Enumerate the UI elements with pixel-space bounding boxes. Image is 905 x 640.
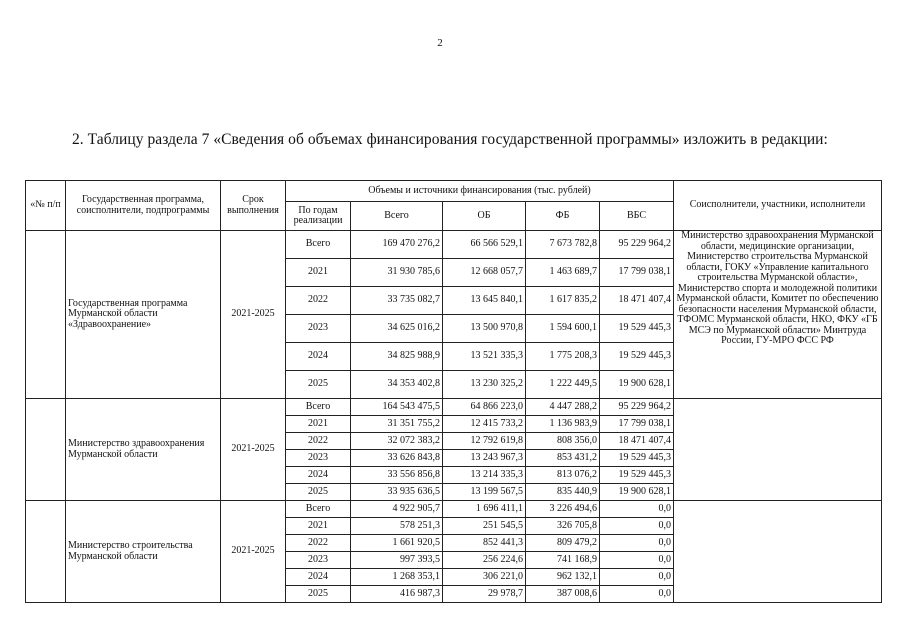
vbs-cell: 19 529 445,3 [600, 450, 674, 467]
fb-cell: 3 226 494,6 [526, 501, 600, 518]
ob-cell: 251 545,5 [443, 518, 526, 535]
header-fb: ФБ [526, 202, 600, 231]
vbs-cell: 18 471 407,4 [600, 287, 674, 315]
header-vbs: ВБС [600, 202, 674, 231]
executors-cell: Министерство здравоохранения Мурманской области, медицинские организации, Министерство строительства Мурманской области, ГОКУ «Управление капитального строительства Мурманской области», Министерство спорта и молодежной политики Мурманской области, Комитет по обеспечению безопасности населения Мурманской области, ТФОМС Мурманской области, НКО, ФКУ «ГБ МСЭ по Мурманской области» Минтруда России, ГУ-МРО ФСС РФ [674, 231, 882, 399]
header-program: Государственная программа, соисполнители, подпрограммы [66, 181, 221, 231]
year-cell: 2021 [286, 416, 351, 433]
program-name-cell: Государственная программа Мурманской области «Здравоохранение» [66, 231, 221, 399]
year-cell: Всего [286, 501, 351, 518]
fb-cell: 1 222 449,5 [526, 371, 600, 399]
row-number-cell [26, 399, 66, 501]
table-row [26, 399, 882, 416]
fb-cell: 813 076,2 [526, 467, 600, 484]
year-cell: 2025 [286, 586, 351, 603]
total-cell: 997 393,5 [351, 552, 443, 569]
fb-cell: 835 440,9 [526, 484, 600, 501]
row-number-cell [26, 501, 66, 603]
vbs-cell: 0,0 [600, 552, 674, 569]
fb-cell: 808 356,0 [526, 433, 600, 450]
header-term: Срок выполнения [221, 181, 286, 231]
year-cell: 2023 [286, 552, 351, 569]
total-cell: 34 825 988,9 [351, 343, 443, 371]
fb-cell: 1 136 983,9 [526, 416, 600, 433]
year-cell: 2024 [286, 343, 351, 371]
fb-cell: 962 132,1 [526, 569, 600, 586]
ob-cell: 852 441,3 [443, 535, 526, 552]
ob-cell: 13 230 325,2 [443, 371, 526, 399]
ob-cell: 306 221,0 [443, 569, 526, 586]
fb-cell: 1 775 208,3 [526, 343, 600, 371]
total-cell: 33 556 856,8 [351, 467, 443, 484]
header-ob: ОБ [443, 202, 526, 231]
ob-cell: 29 978,7 [443, 586, 526, 603]
vbs-cell: 0,0 [600, 501, 674, 518]
vbs-cell: 19 529 445,3 [600, 343, 674, 371]
vbs-cell: 0,0 [600, 569, 674, 586]
vbs-cell: 19 900 628,1 [600, 484, 674, 501]
financing-table [25, 180, 882, 603]
ob-cell: 13 243 967,3 [443, 450, 526, 467]
total-cell: 1 661 920,5 [351, 535, 443, 552]
vbs-cell: 0,0 [600, 518, 674, 535]
total-cell: 33 935 636,5 [351, 484, 443, 501]
table-row [26, 231, 882, 259]
ob-cell: 13 645 840,1 [443, 287, 526, 315]
total-cell: 169 470 276,2 [351, 231, 443, 259]
ob-cell: 13 199 567,5 [443, 484, 526, 501]
total-cell: 578 251,3 [351, 518, 443, 535]
year-cell: 2025 [286, 484, 351, 501]
term-cell: 2021-2025 [221, 501, 286, 603]
term-cell: 2021-2025 [221, 399, 286, 501]
year-cell: 2022 [286, 433, 351, 450]
ob-cell: 256 224,6 [443, 552, 526, 569]
vbs-cell: 95 229 964,2 [600, 231, 674, 259]
year-cell: 2022 [286, 287, 351, 315]
header-num: «№ п/п [26, 181, 66, 231]
fb-cell: 387 008,6 [526, 586, 600, 603]
ob-cell: 13 214 335,3 [443, 467, 526, 484]
executors-cell [674, 399, 882, 501]
fb-cell: 7 673 782,8 [526, 231, 600, 259]
total-cell: 416 987,3 [351, 586, 443, 603]
vbs-cell: 19 529 445,3 [600, 467, 674, 484]
year-cell: 2024 [286, 569, 351, 586]
year-cell: 2023 [286, 450, 351, 467]
ob-cell: 1 696 411,1 [443, 501, 526, 518]
term-cell: 2021-2025 [221, 231, 286, 399]
fb-cell: 853 431,2 [526, 450, 600, 467]
total-cell: 4 922 905,7 [351, 501, 443, 518]
ob-cell: 64 866 223,0 [443, 399, 526, 416]
total-cell: 31 930 785,6 [351, 259, 443, 287]
ob-cell: 12 415 733,2 [443, 416, 526, 433]
fb-cell: 1 463 689,7 [526, 259, 600, 287]
header-total: Всего [351, 202, 443, 231]
header-volumes: Объемы и источники финансирования (тыс. рублей) [286, 181, 674, 202]
ob-cell: 13 521 335,3 [443, 343, 526, 371]
total-cell: 32 072 383,2 [351, 433, 443, 450]
year-cell: Всего [286, 231, 351, 259]
fb-cell: 4 447 288,2 [526, 399, 600, 416]
row-number-cell [26, 231, 66, 399]
fb-cell: 1 617 835,2 [526, 287, 600, 315]
vbs-cell: 18 471 407,4 [600, 433, 674, 450]
year-cell: 2025 [286, 371, 351, 399]
total-cell: 33 626 843,8 [351, 450, 443, 467]
ob-cell: 13 500 970,8 [443, 315, 526, 343]
vbs-cell: 19 529 445,3 [600, 315, 674, 343]
total-cell: 34 625 016,2 [351, 315, 443, 343]
year-cell: 2022 [286, 535, 351, 552]
program-name-cell: Министерство здравоохранения Мурманской области [66, 399, 221, 501]
year-cell: 2021 [286, 518, 351, 535]
executors-cell [674, 501, 882, 603]
ob-cell: 66 566 529,1 [443, 231, 526, 259]
fb-cell: 326 705,8 [526, 518, 600, 535]
table-body [26, 231, 882, 603]
header-by-years: По годам реализации [286, 202, 351, 231]
total-cell: 164 543 475,5 [351, 399, 443, 416]
total-cell: 1 268 353,1 [351, 569, 443, 586]
year-cell: 2021 [286, 259, 351, 287]
vbs-cell: 17 799 038,1 [600, 259, 674, 287]
year-cell: Всего [286, 399, 351, 416]
program-name-cell: Министерство строительства Мурманской области [66, 501, 221, 603]
ob-cell: 12 668 057,7 [443, 259, 526, 287]
vbs-cell: 0,0 [600, 586, 674, 603]
fb-cell: 741 168,9 [526, 552, 600, 569]
page-number: 2 [437, 37, 443, 49]
header-executors: Соисполнители, участники, исполнители [674, 181, 882, 231]
fb-cell: 1 594 600,1 [526, 315, 600, 343]
fb-cell: 809 479,2 [526, 535, 600, 552]
section-heading: 2. Таблицу раздела 7 «Сведения об объемах финансирования государственной программы» изложить в редакции: [72, 131, 828, 148]
vbs-cell: 17 799 038,1 [600, 416, 674, 433]
vbs-cell: 95 229 964,2 [600, 399, 674, 416]
total-cell: 34 353 402,8 [351, 371, 443, 399]
ob-cell: 12 792 619,8 [443, 433, 526, 450]
vbs-cell: 0,0 [600, 535, 674, 552]
year-cell: 2023 [286, 315, 351, 343]
vbs-cell: 19 900 628,1 [600, 371, 674, 399]
total-cell: 31 351 755,2 [351, 416, 443, 433]
table-row [26, 501, 882, 518]
year-cell: 2024 [286, 467, 351, 484]
total-cell: 33 735 082,7 [351, 287, 443, 315]
